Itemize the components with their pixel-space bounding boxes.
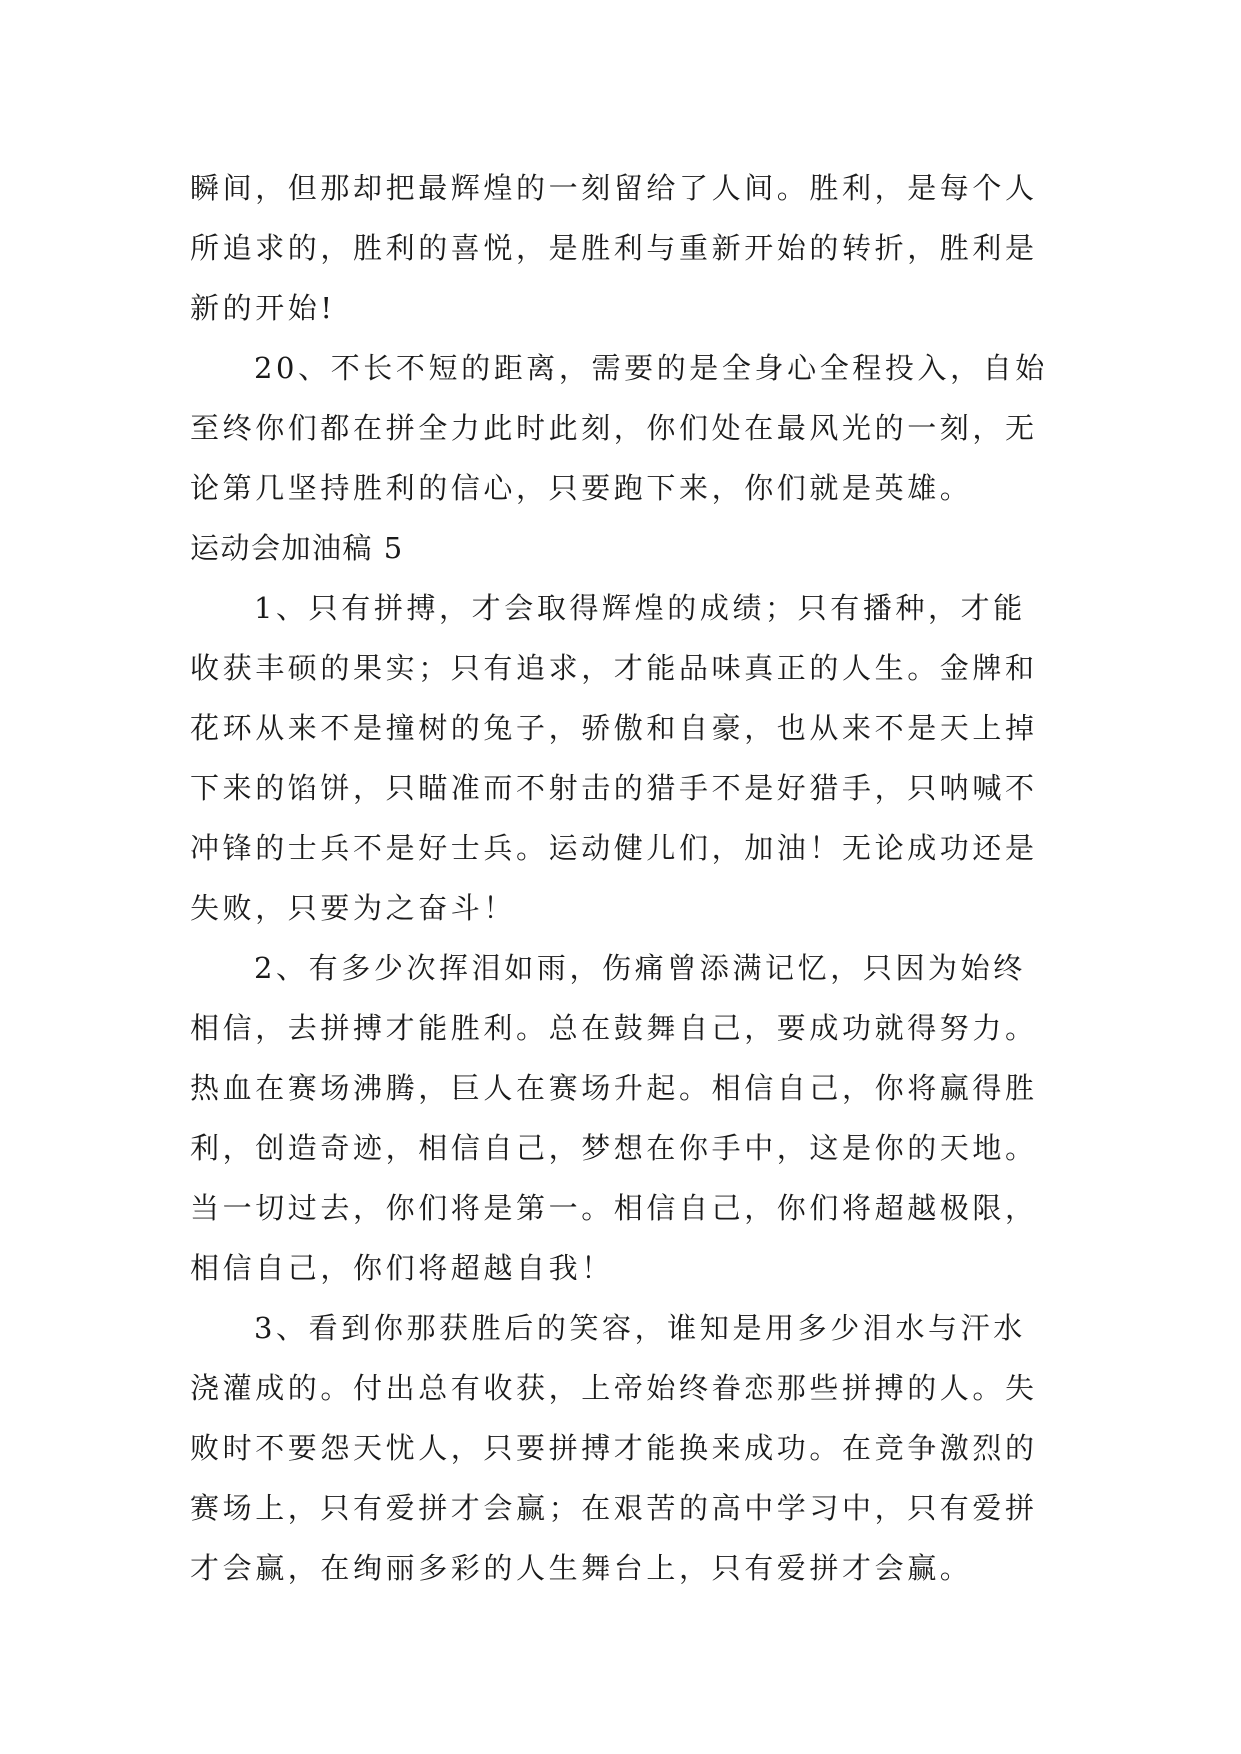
- text-line: 1、只有拼搏，才会取得辉煌的成绩；只有播种，才能: [254, 591, 1026, 625]
- text-line: 所追求的，胜利的喜悦，是胜利与重新开始的转折，胜利是: [190, 231, 1038, 265]
- section-heading: 运动会加油稿 5: [190, 531, 404, 565]
- text-line: 失败，只要为之奋斗！: [190, 891, 517, 925]
- text-line: 至终你们都在拼全力此时此刻，你们处在最风光的一刻，无: [190, 411, 1038, 445]
- text-line: 新的开始!: [190, 291, 336, 325]
- text-line: 相信，去拼搏才能胜利。总在鼓舞自己，要成功就得努力。: [190, 1011, 1038, 1045]
- text-line: 当一切过去，你们将是第一。相信自己，你们将超越极限，: [190, 1191, 1038, 1225]
- text-line: 瞬间，但那却把最辉煌的一刻留给了人间。胜利，是每个人: [190, 171, 1038, 205]
- document-body: [190, 158, 1060, 1598]
- text-line: 相信自己，你们将超越自我！: [190, 1251, 614, 1285]
- text-line: 利，创造奇迹，相信自己，梦想在你手中，这是你的天地。: [190, 1131, 1038, 1165]
- text-line: 冲锋的士兵不是好士兵。运动健儿们，加油！无论成功还是: [190, 831, 1038, 865]
- text-line: 赛场上，只有爱拼才会赢；在艰苦的高中学习中，只有爱拼: [190, 1491, 1038, 1525]
- text-line: 花环从来不是撞树的兔子，骄傲和自豪，也从来不是天上掉: [190, 711, 1038, 745]
- text-line: 浇灌成的。付出总有收获，上帝始终眷恋那些拼搏的人。失: [190, 1371, 1038, 1405]
- text-line: 3、看到你那获胜后的笑容，谁知是用多少泪水与汗水: [254, 1311, 1026, 1345]
- text-line: 才会赢，在绚丽多彩的人生舞台上，只有爱拼才会赢。: [190, 1551, 973, 1585]
- text-line: 下来的馅饼，只瞄准而不射击的猎手不是好猎手，只呐喊不: [190, 771, 1038, 805]
- text-line: 20、不长不短的距离，需要的是全身心全程投入，自始: [254, 351, 1048, 385]
- text-line: 热血在赛场沸腾，巨人在赛场升起。相信自己，你将赢得胜: [190, 1071, 1038, 1105]
- text-line: 论第几坚持胜利的信心，只要跑下来，你们就是英雄。: [190, 471, 973, 505]
- text-line: 收获丰硕的果实；只有追求，才能品味真正的人生。金牌和: [190, 651, 1038, 685]
- text-line: 败时不要怨天忧人，只要拼搏才能换来成功。在竞争激烈的: [190, 1431, 1038, 1465]
- text-line: 2、有多少次挥泪如雨，伤痛曾添满记忆，只因为始终: [254, 951, 1026, 985]
